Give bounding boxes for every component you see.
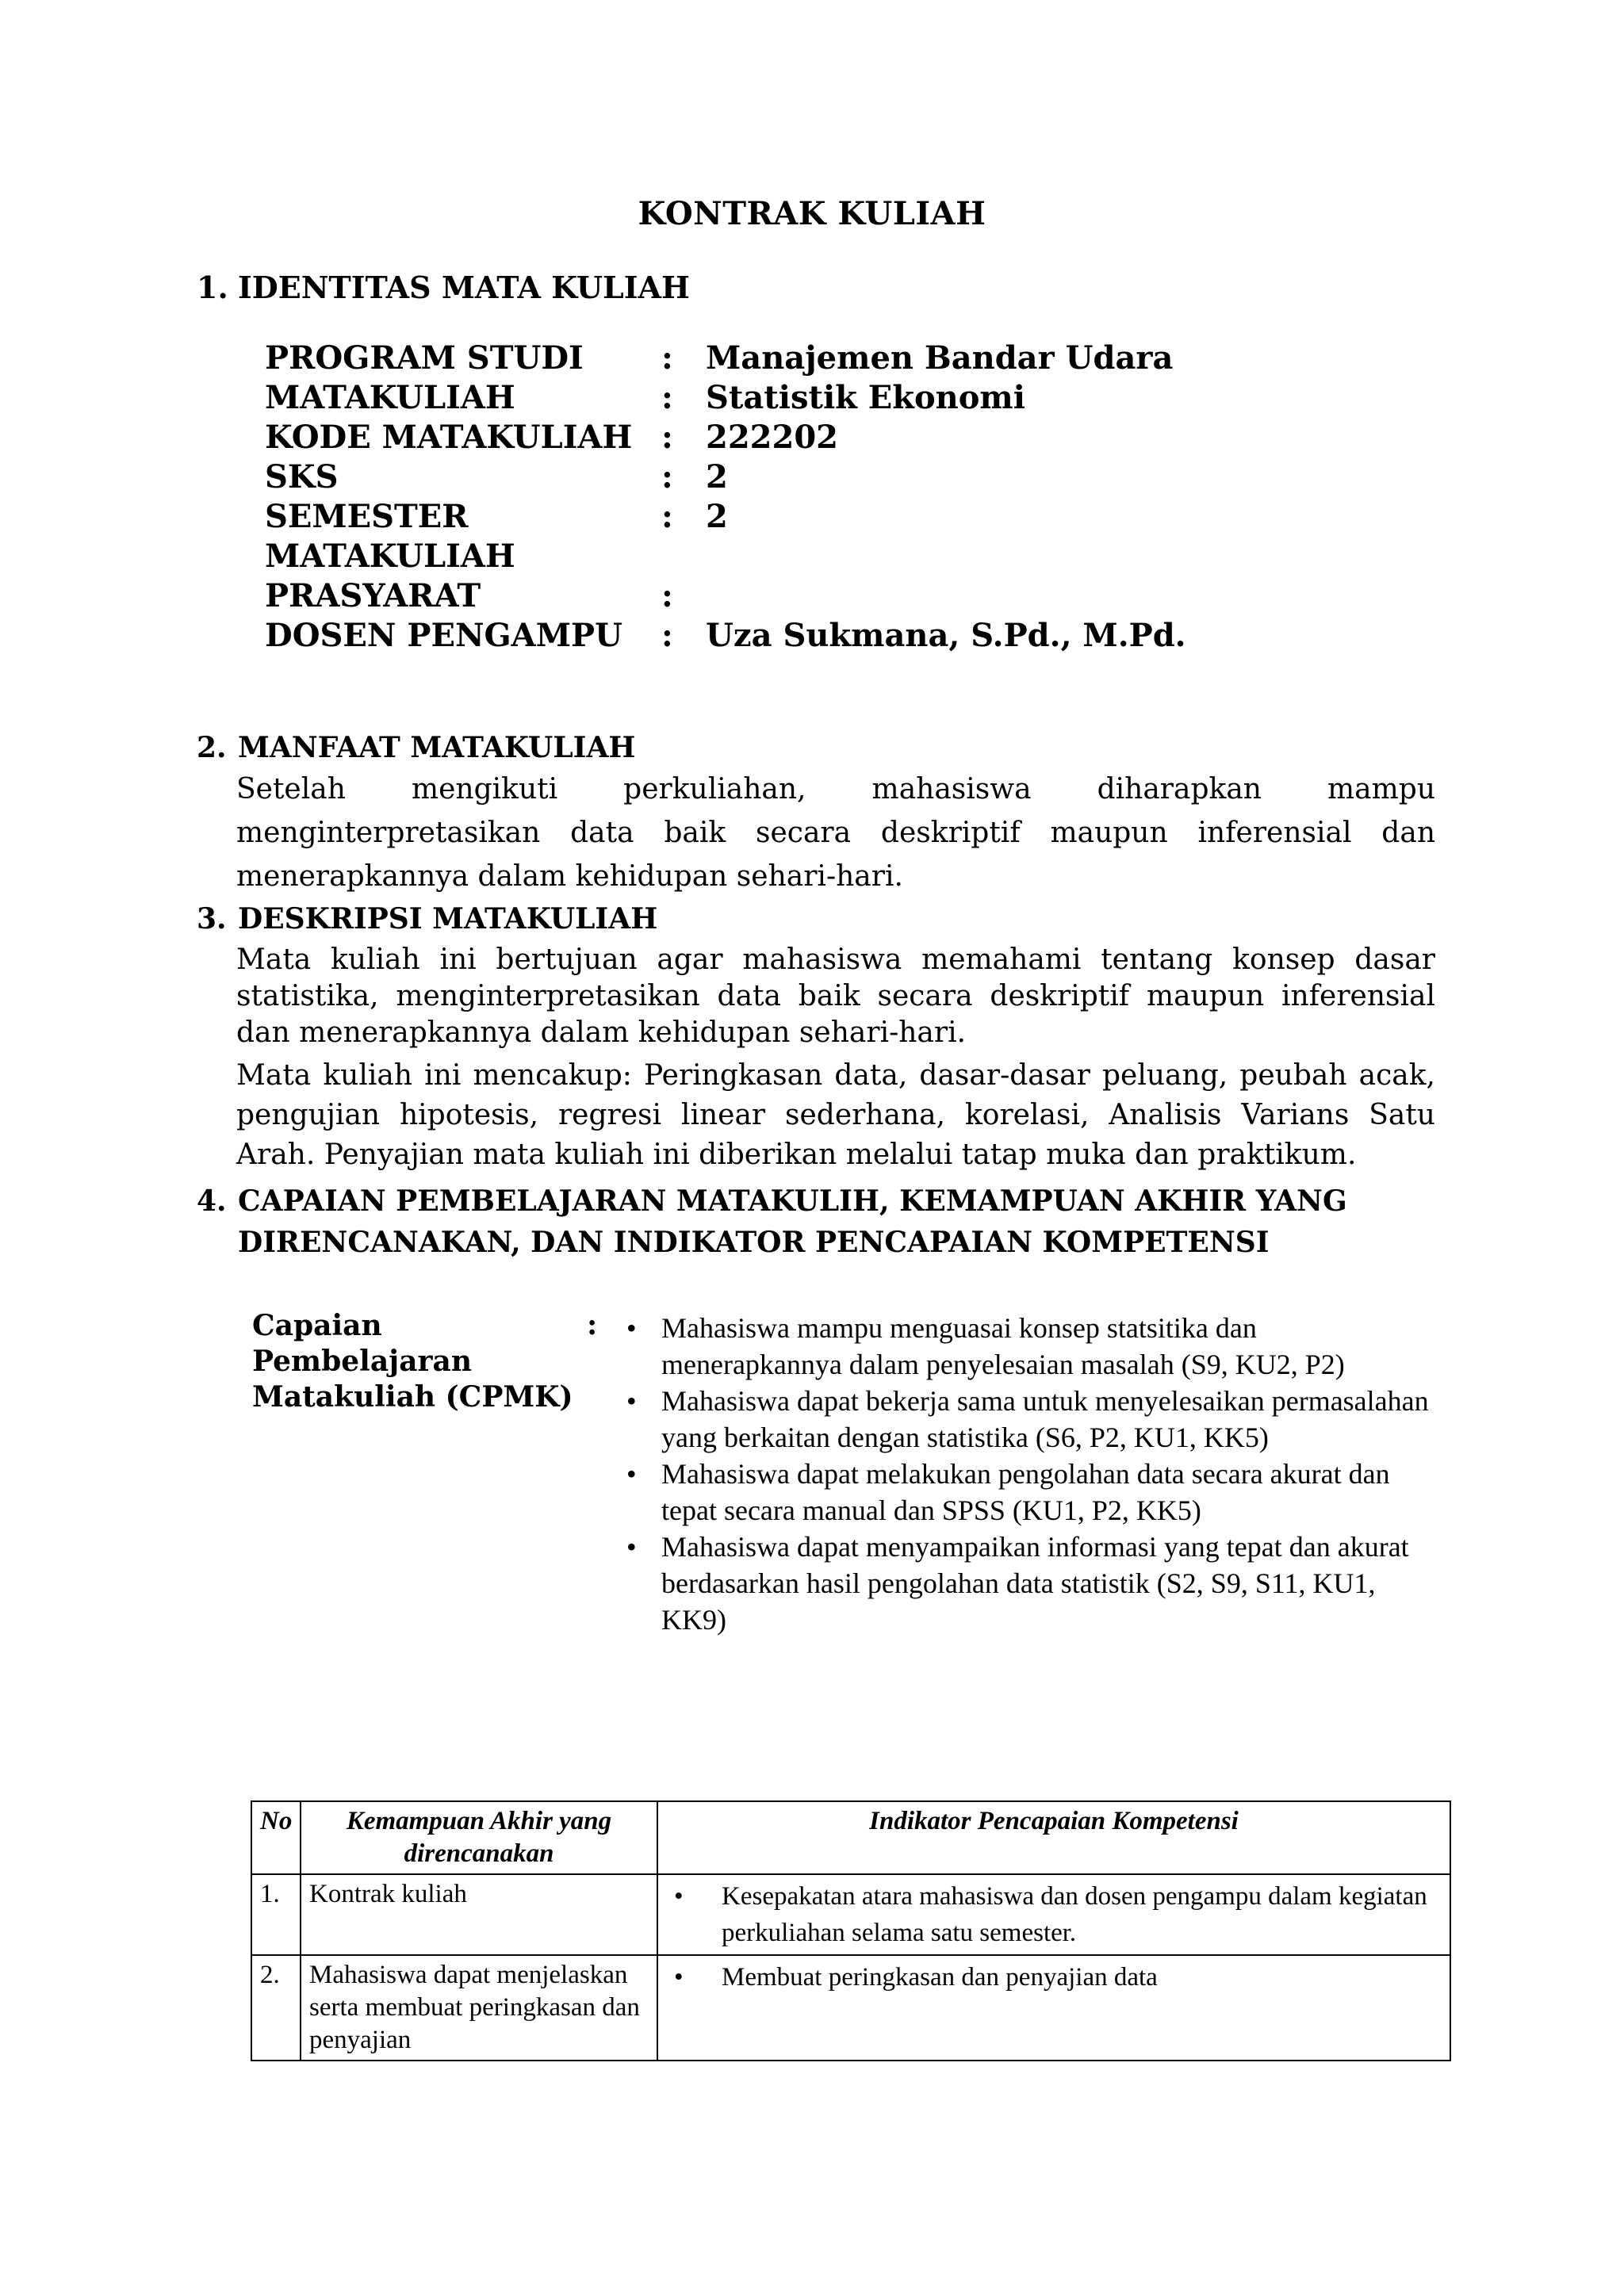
section-4-title-line-1: CAPAIAN PEMBELAJARAN MATAKULIH, KEMAMPUAN AKHIR YANG (238, 1184, 1347, 1218)
identity-label: PRASYARAT (265, 577, 481, 614)
identity-label: KODE MATAKULIAH (265, 419, 633, 456)
cpmk-item-text: Mahasiswa mampu menguasai konsep statsitika dan menerapkannya dalam penyelesaian masalah (S9, KU2, P2) (661, 1312, 1345, 1380)
identity-label: MATAKULIAH (265, 538, 515, 575)
identity-value: 2 (706, 498, 728, 535)
identity-value: Manajemen Bandar Udara (706, 339, 1174, 377)
cell-no: 1. (251, 1874, 301, 1955)
indikator-text: Kesepakatan atara mahasiswa dan dosen pengampu dalam kegiatan perkuliahan selama satu semester. (722, 1882, 1427, 1947)
cpmk-label-line: Matakuliah (CPMK) (252, 1380, 573, 1414)
section-2-number: 2. (197, 731, 227, 764)
document-title: KONTRAK KULIAH (638, 195, 986, 232)
cpmk-label-line: Capaian (252, 1309, 382, 1342)
section-4-title-line-2: DIRENCANAKAN, DAN INDIKATOR PENCAPAIAN KOMPETENSI (238, 1226, 1270, 1259)
identity-label: PROGRAM STUDI (265, 339, 584, 377)
bullet-icon: • (674, 1963, 684, 1992)
identity-colon: : (661, 339, 673, 377)
section-3-number: 3. (197, 902, 227, 936)
identity-value: Uza Sukmana, S.Pd., M.Pd. (706, 617, 1186, 654)
section-2-heading (197, 731, 635, 764)
cpmk-item (626, 1310, 1443, 1383)
cpmk-item-text: Mahasiswa dapat melakukan pengolahan data secara akurat dan tepat secara manual dan SPSS (KU1, P2, KK5) (661, 1458, 1390, 1526)
bullet-icon: • (626, 1385, 637, 1417)
bullet-icon: • (674, 1882, 684, 1911)
cpmk-label (252, 1308, 573, 1415)
identity-label: SKS (265, 458, 339, 496)
section-1-number: 1. (197, 270, 228, 305)
header-kemampuan: Kemampuan Akhir yang direncanakan (301, 1801, 657, 1874)
identity-value: Statistik Ekonomi (706, 379, 1025, 416)
kemampuan-akhir-table (251, 1800, 1451, 2061)
section-3-title: DESKRIPSI MATAKULIAH (238, 902, 658, 936)
cpmk-item-text: Mahasiswa dapat menyampaikan informasi yang tepat dan akurat berdasarkan hasil pengolahan data statistik (S2, S9, S11, KU1, KK9) (661, 1531, 1409, 1636)
cell-indikator (657, 1874, 1450, 1955)
cpmk-list (626, 1310, 1443, 1638)
table-header-row (251, 1801, 1450, 1874)
cpmk-item-text: Mahasiswa dapat bekerja sama untuk menyelesaikan permasalahan yang berkaitan dengan statistika (S6, P2, KU1, KK5) (661, 1385, 1429, 1453)
identity-value: 2 (706, 458, 728, 496)
identity-label: DOSEN PENGAMPU (265, 617, 622, 654)
section-4-number: 4. (197, 1184, 227, 1218)
identity-colon: : (661, 498, 673, 535)
section-1-title: IDENTITAS MATA KULIAH (238, 270, 690, 305)
section-3-paragraph-1: Mata kuliah ini bertujuan agar mahasiswa memahami tentang konsep dasar statistika, menginterpretasikan data baik secara deskriptif maupun inferensial dan menerapkannya dalam kehidupan sehari-hari. (236, 943, 1435, 1049)
bullet-icon: • (626, 1458, 637, 1490)
identity-colon: : (661, 419, 673, 456)
identity-colon: : (661, 577, 673, 614)
identity-label: MATAKULIAH (265, 379, 515, 416)
identity-colon: : (661, 617, 673, 654)
cpmk-item (626, 1529, 1443, 1638)
section-4-heading (197, 1184, 1347, 1218)
cell-kemampuan: Kontrak kuliah (301, 1874, 657, 1955)
section-3-heading (197, 902, 657, 936)
table-row (251, 1874, 1450, 1955)
table-row (251, 1955, 1450, 2061)
cpmk-colon: : (587, 1308, 598, 1341)
cell-indikator (657, 1955, 1450, 2061)
header-indikator: Indikator Pencapaian Kompetensi (657, 1801, 1450, 1874)
cell-no: 2. (251, 1955, 301, 2061)
identity-colon: : (661, 458, 673, 496)
bullet-icon: • (626, 1531, 637, 1563)
section-2-title: MANFAAT MATAKULIAH (238, 731, 636, 764)
bullet-icon: • (626, 1312, 637, 1344)
cpmk-item (626, 1456, 1443, 1529)
cell-kemampuan: Mahasiswa dapat menjelaskan serta membuat peringkasan dan penyajian (301, 1955, 657, 2061)
indikator-item (666, 1878, 1442, 1951)
indikator-item (666, 1959, 1442, 1996)
indikator-text: Membuat peringkasan dan penyajian data (722, 1963, 1158, 1992)
cpmk-label-line: Pembelajaran (252, 1345, 472, 1378)
section-3-paragraph-2: Mata kuliah ini mencakup: Peringkasan data, dasar-dasar peluang, peubah acak, pengujian hipotesis, regresi linear sederhana, korelasi, Analisis Varians Satu Arah. Penyajian mata kuliah ini diberikan melalui tatap muka dan praktikum. (236, 1059, 1435, 1171)
identity-label: SEMESTER (265, 498, 469, 535)
header-no: No (251, 1801, 301, 1874)
section-2-paragraph: Setelah mengikuti perkuliahan, mahasiswa diharapkan mampu menginterpretasikan data baik secara deskriptif maupun inferensial dan menerapkannya dalam kehidupan sehari-hari. (236, 773, 1435, 893)
identity-colon: : (661, 379, 673, 416)
section-1-heading (197, 270, 690, 305)
cpmk-item (626, 1383, 1443, 1456)
identity-value: 222202 (706, 419, 838, 456)
